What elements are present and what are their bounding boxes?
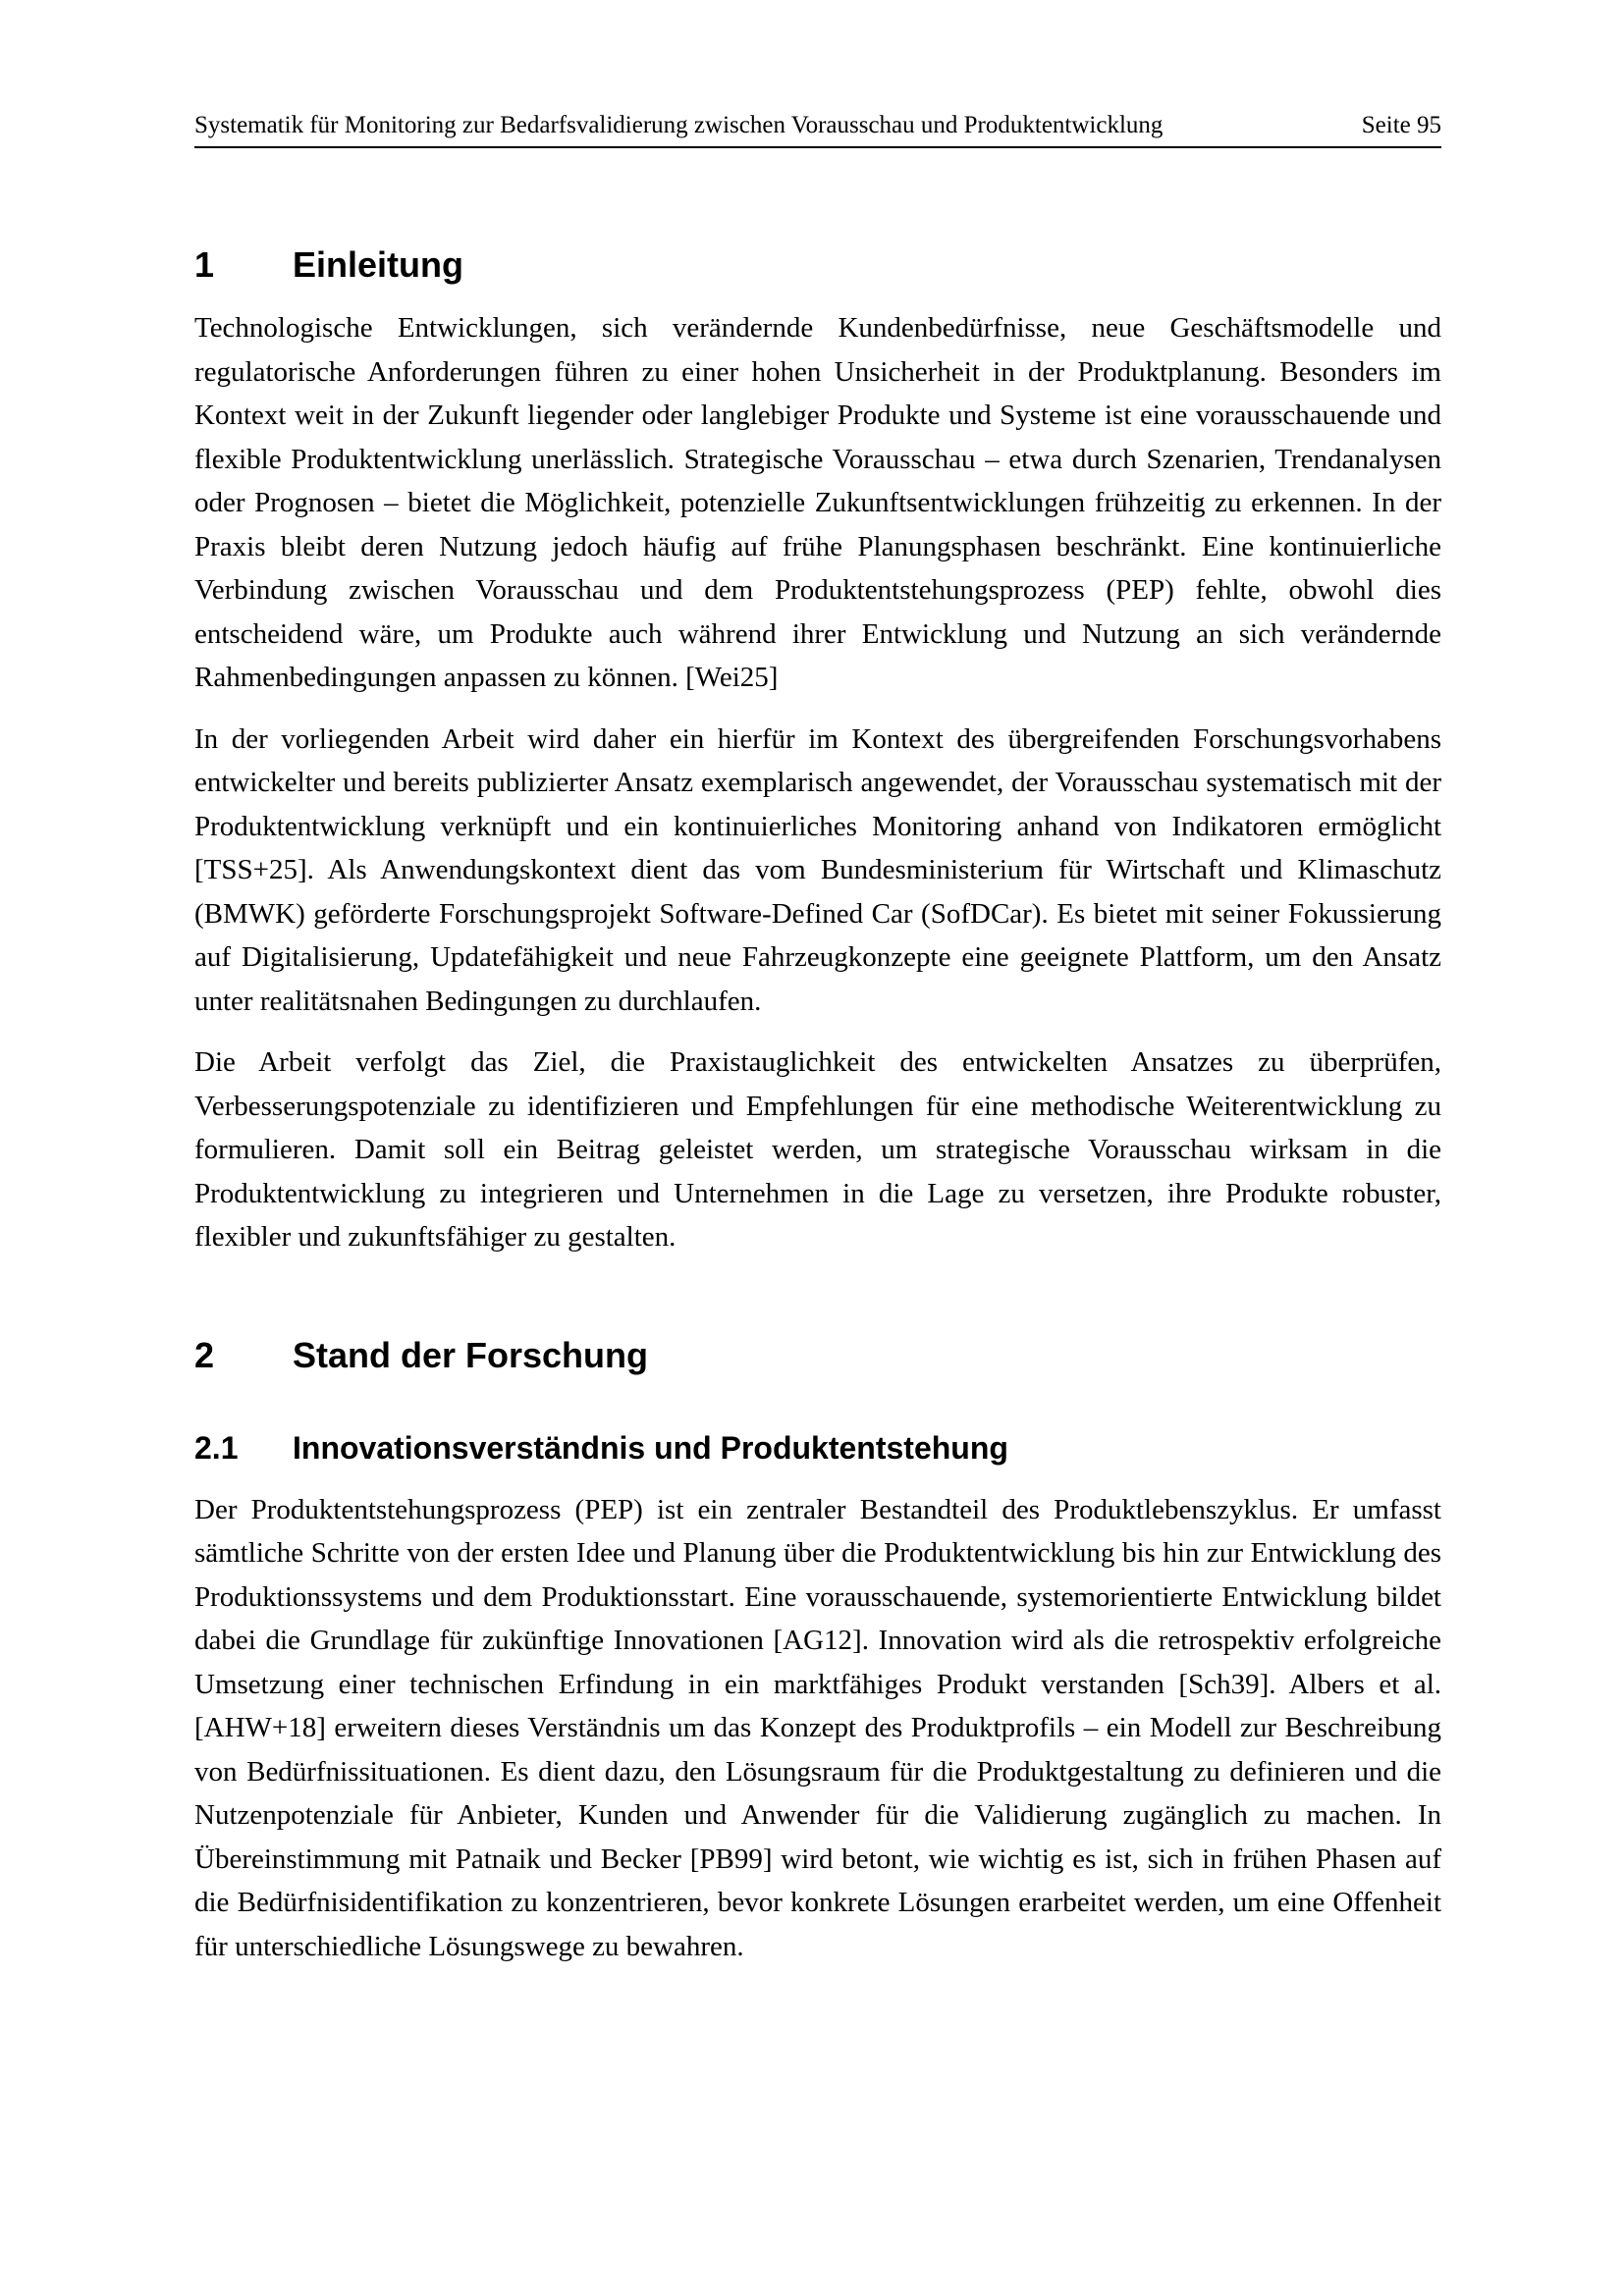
subsection-title: Innovationsverständnis und Produktentstehung [293, 1429, 1008, 1466]
running-title: Systematik für Monitoring zur Bedarfsvalidierung zwischen Vorausschau und Produktentwicklung [194, 112, 1164, 138]
section-heading-einleitung [194, 243, 1441, 287]
page-body [194, 243, 1441, 1986]
page-number: Seite 95 [1361, 112, 1441, 138]
subsection-number: 2.1 [194, 1429, 239, 1466]
section-title: Einleitung [293, 244, 463, 285]
section-number: 2 [194, 1334, 215, 1375]
paragraph: Technologische Entwicklungen, sich verändernde Kundenbedürfnisse, neue Geschäftsmodelle und regulatorische Anforderungen führen zu einer hohen Unsicherheit in der Produktplanung. Besonders im Kontext weit in der Zukunft liegender oder langlebiger Produkte und Systeme ist eine vorausschauende und flexible Produktentwicklung unerlässlich. Strategische Vorausschau – etwa durch Szenarien, Trendanalysen oder Prognosen – bietet die Möglichkeit, potenzielle Zukunftsentwicklungen frühzeitig zu erkennen. In der Praxis bleibt deren Nutzung jedoch häufig auf frühe Planungsphasen beschränkt. Eine kontinuierliche Verbindung zwischen Vorausschau und dem Produktentstehungsprozess (PEP) fehlte, obwohl dies entscheidend wäre, um Produkte auch während ihrer Entwicklung und Nutzung an sich verändernde Rahmenbedingungen anpassen zu können. [Wei25] [194, 312, 1441, 693]
section-heading-stand-der-forschung [194, 1334, 1441, 1377]
paragraph: In der vorliegenden Arbeit wird daher ein hierfür im Kontext des übergreifenden Forschungsvorhabens entwickelter und bereits publizierter Ansatz exemplarisch angewendet, der Vorausschau systematisch mit der Produktentwicklung verknüpft und ein kontinuierliches Monitoring anhand von Indikatoren ermöglicht [TSS+25]. Als Anwendungskontext dient das vom Bundesministerium für Wirtschaft und Klimaschutz (BMWK) geförderte Forschungsprojekt Software-Defined Car (SofDCar). Es bietet mit seiner Fokussierung auf Digitalisierung, Updatefähigkeit und neue Fahrzeugkonzepte eine geeignete Plattform, um den Ansatz unter realitätsnahen Bedingungen zu durchlaufen. [194, 722, 1441, 1017]
subsection-heading-innovationsverstaendnis [194, 1427, 1441, 1468]
paragraph: Der Produktentstehungsprozess (PEP) ist ein zentraler Bestandteil des Produktlebenszyklus. Er umfasst sämtliche Schritte von der ersten Idee und Planung über die Produktentwicklung bis hin zur Entwicklung des Produktionssystems und dem Produktionsstart. Eine vorausschauende, systemorientierte Entwicklung bildet dabei die Grundlage für zukünftige Innovationen [AG12]. Innovation wird als die retrospektiv erfolgreiche Umsetzung einer technischen Erfindung in ein marktfähiges Produkt verstanden [Sch39]. Albers et al. [AHW+18] erweitern dieses Verständnis um das Konzept des Produktprofils – ein Modell zur Beschreibung von Bedürfnissituationen. Es dient dazu, den Lösungsraum für die Produktgestaltung zu definieren und die Nutzenpotenziale für Anbieter, Kunden und Anwender für die Validierung zugänglich zu machen. In Übereinstimmung mit Patnaik und Becker [PB99] wird betont, wie wichtig es ist, sich in frühen Phasen auf die Bedürfnisidentifikation zu konzentrieren, bevor konkrete Lösungen erarbeitet werden, um eine Offenheit für unterschiedliche Lösungswege zu bewahren. [194, 1493, 1441, 1962]
paragraph: Die Arbeit verfolgt das Ziel, die Praxistauglichkeit des entwickelten Ansatzes zu überprüfen, Verbesserungspotenziale zu identifizieren und Empfehlungen für eine methodische Weiterentwicklung zu formulieren. Damit soll ein Beitrag geleistet werden, um strategische Vorausschau wirksam in die Produktentwicklung zu integrieren und Unternehmen in die Lage zu versetzen, ihre Produkte robuster, flexibler und zukunftsfähiger zu gestalten. [194, 1046, 1441, 1253]
section-number: 1 [194, 244, 215, 285]
section-title: Stand der Forschung [293, 1334, 649, 1375]
running-header [194, 109, 1441, 148]
